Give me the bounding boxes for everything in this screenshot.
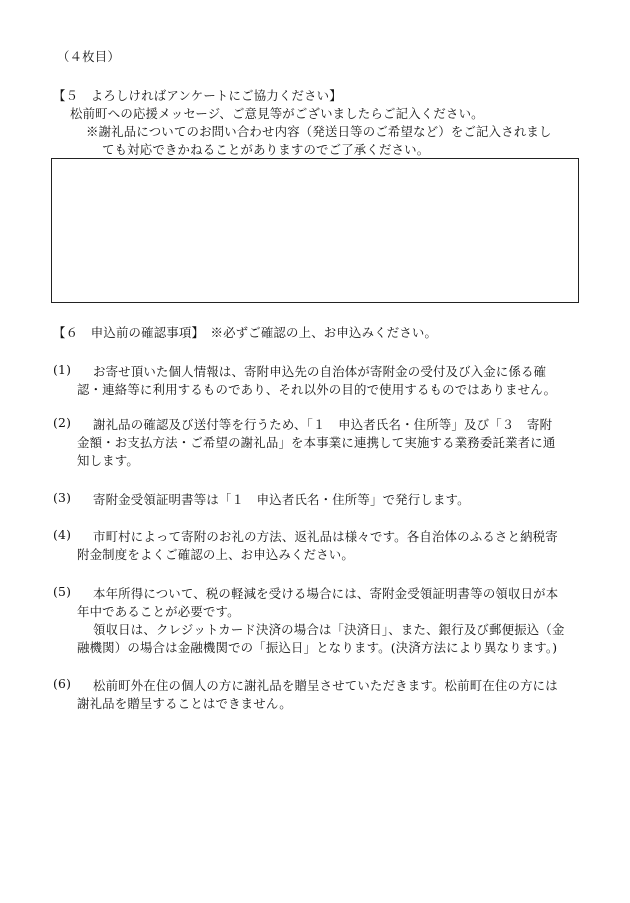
item-text-line: 融機関）の場合は金融機関での「振込日」となります。(決済方法により異なります。) [77,640,558,655]
section-5-note-line-1: ※謝礼品についてのお問い合わせ内容（発送日等のご希望など）をご記入されまし [86,124,552,139]
item-text-line: 本年所得について、税の軽減を受ける場合には、寄附金受領証明書等の領収日が本 [93,586,559,601]
item-text-line: 謝礼品の確認及び送付等を行うため、「１ 申込者氏名・住所等」及び「３ 寄附 [93,417,553,432]
item-text-line: 寄附金受領証明書等は「１ 申込者氏名・住所等」で発行します。 [93,492,470,507]
item-text-line: 知します。 [77,453,139,468]
item-text-line: 松前町外在住の個人の方に謝礼品を贈呈させていただきます。松前町在住の方には [93,678,558,693]
section-6-heading: 【６ 申込前の確認事項】 ※必ずご確認の上、お申込みください。 [53,325,438,340]
item-text-line: 金額・お支払方法・ご希望の謝礼品」を本事業に連携して実施する業務委託業者に通 [77,435,556,450]
item-number: (4) [53,527,72,542]
item-number: (3) [53,490,72,505]
comment-input-box[interactable] [51,158,579,303]
item-text-line: 附金制度をよくご確認の上、お申込みください。 [77,547,354,562]
item-number: (1) [53,362,72,377]
item-text-line: 謝礼品を贈呈することはできません。 [77,696,292,711]
item-number: (5) [53,584,72,599]
item-text-line: 市町村によって寄附のお礼の方法、返礼品は様々です。各自治体のふるさと納税寄 [93,529,558,544]
item-text-line: 認・連絡等に利用するものであり、それ以外の目的で使用するものではありません。 [77,382,557,397]
item-text-line: お寄せ頂いた個人情報は、寄附申込先の自治体が寄附金の受付及び入金に係る確 [93,364,547,379]
section-5-instruction: 松前町への応援メッセージ、ご意見等がございましたらご記入ください。 [70,106,484,121]
item-number: (6) [53,676,72,691]
section-5-heading: 【５ よろしければアンケートにご協力ください】 [53,88,342,103]
item-number: (2) [53,415,72,430]
page-label: （４枚目） [57,49,120,64]
item-text-line: 領収日は、クレジットカード決済の場合は「決済日」、また、銀行及び郵便振込（金 [93,622,565,637]
item-text-line: 年中であることが必要です。 [77,604,240,619]
section-5-note-line-2: ても対応できかねることがありますのでご了承ください。 [102,142,430,157]
